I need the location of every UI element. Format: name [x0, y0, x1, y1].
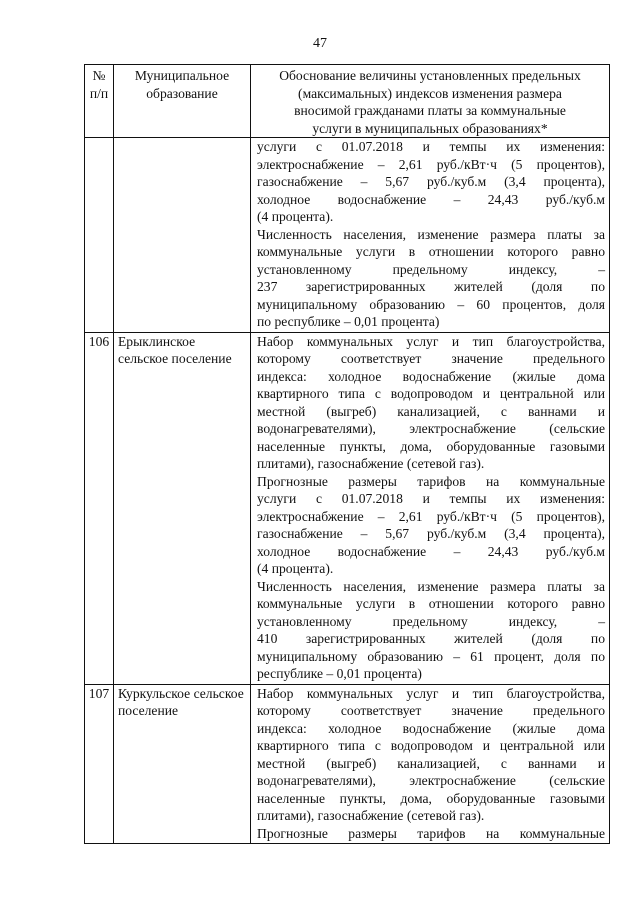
text-line: местной (выгреб) канализацией, с ваннами и	[257, 403, 605, 419]
text-line: Прогнозные размеры тарифов на коммунальные	[257, 825, 605, 841]
justification-table	[84, 64, 610, 844]
header-justification	[251, 65, 610, 138]
text-line: (4 процента).	[257, 209, 334, 224]
text-line: (4 процента).	[257, 561, 334, 576]
text-line: водонагревателями), электроснабжение (сельские	[257, 421, 605, 436]
header-municipality-line: Муниципальное	[134, 68, 230, 83]
row-number: 106	[85, 332, 114, 684]
text-line: 237 зарегистрированных жителей (доля по	[257, 279, 605, 294]
header-justification-line: Обоснование величины установленных предельных	[279, 68, 581, 83]
text-line: холодное водоснабжение – 24,43 руб./куб.м	[257, 543, 605, 559]
header-num	[85, 65, 114, 138]
text-line: коммунальные услуги в отношении которого равно	[257, 596, 605, 611]
justification-text	[251, 684, 610, 844]
municipality-name	[114, 138, 251, 333]
text-line: 410 зарегистрированных жителей (доля по	[257, 631, 605, 646]
text-line: плитами), газоснабжение (сетевой газ).	[257, 808, 485, 823]
page-number: 47	[313, 36, 327, 51]
municipality-name: Ерыклинское сельское поселение	[114, 332, 251, 684]
text-line: населенные пункты, дома, оборудованные газовыми	[257, 790, 605, 806]
header-justification-line: (максимальных) индексов изменения размера	[298, 85, 562, 101]
text-line: по республике – 0,01 процента)	[257, 314, 440, 329]
text-line: услуги с 01.07.2018 и темпы их изменения:	[257, 491, 605, 506]
text-line: которому соответствует значение предельного	[257, 703, 605, 718]
header-justification-line: вносимой гражданами платы за коммунальные	[294, 103, 566, 118]
text-line: местной (выгреб) канализацией, с ваннами и	[257, 755, 605, 771]
table-header-row	[85, 65, 610, 138]
text-line: холодное водоснабжение – 24,43 руб./куб.м	[257, 191, 605, 207]
text-line: муниципальному образованию – 60 процентов, доля	[257, 296, 605, 312]
text-line: муниципальному образованию – 61 процент, доля по	[257, 648, 605, 664]
table-row	[85, 684, 610, 844]
text-line: установленному предельному индексу, –	[257, 261, 605, 277]
text-line: водонагревателями), электроснабжение (сельские	[257, 773, 605, 788]
text-line: Численность населения, изменение размера платы за	[257, 226, 605, 242]
justification-text	[251, 138, 610, 333]
text-line: Набор коммунальных услуг и тип благоустройства,	[257, 685, 605, 701]
text-line: газоснабжение – 5,67 руб./куб.м (3,4 процента),	[257, 174, 605, 189]
text-line: квартирного типа с водопроводом и центральной или	[257, 738, 605, 753]
text-line: плитами), газоснабжение (сетевой газ).	[257, 456, 485, 471]
text-line: населенные пункты, дома, оборудованные газовыми	[257, 438, 605, 454]
header-num-line: №	[92, 68, 106, 83]
justification-text	[251, 332, 610, 684]
text-line: квартирного типа с водопроводом и центральной или	[257, 386, 605, 401]
header-num-line: п/п	[89, 85, 109, 101]
text-line: республике – 0,01 процента)	[257, 666, 422, 681]
table-row	[85, 138, 610, 333]
text-line: Набор коммунальных услуг и тип благоустройства,	[257, 333, 605, 349]
text-line: индекса: холодное водоснабжение (жилые дома	[257, 720, 605, 736]
header-municipality-line: образование	[146, 85, 218, 101]
municipality-name: Куркульское сельское поселение	[114, 684, 251, 844]
row-number: 107	[85, 684, 114, 844]
text-line: электроснабжение – 2,61 руб./кВт·ч (5 процентов),	[257, 156, 605, 172]
table-row	[85, 332, 610, 684]
text-line: индекса: холодное водоснабжение (жилые дома	[257, 368, 605, 384]
text-line: которому соответствует значение предельного	[257, 351, 605, 366]
header-justification-line: услуги в муниципальных образованиях*	[312, 120, 548, 136]
text-line: газоснабжение – 5,67 руб./куб.м (3,4 процента),	[257, 526, 605, 541]
text-line: услуги с 01.07.2018 и темпы их изменения:	[257, 139, 605, 154]
text-line: электроснабжение – 2,61 руб./кВт·ч (5 процентов),	[257, 508, 605, 524]
text-line: Прогнозные размеры тарифов на коммунальные	[257, 473, 605, 489]
text-line: коммунальные услуги в отношении которого равно	[257, 244, 605, 259]
header-municipality	[114, 65, 251, 138]
row-number	[85, 138, 114, 333]
text-line: Численность населения, изменение размера платы за	[257, 578, 605, 594]
text-line: установленному предельному индексу, –	[257, 613, 605, 629]
